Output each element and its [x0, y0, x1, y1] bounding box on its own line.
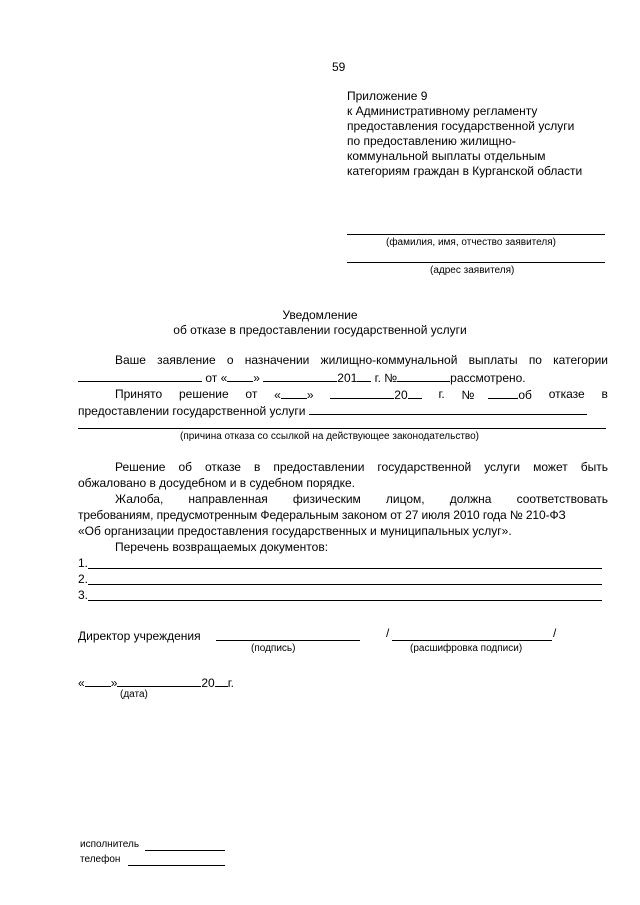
- quote-close: »: [253, 371, 260, 385]
- p2-line-2-text: предоставлении государственной услуги: [78, 404, 306, 418]
- p1-word: жилищно-коммунальной: [320, 353, 458, 367]
- date-caption: (дата): [120, 689, 148, 700]
- refusal-reason-field[interactable]: [309, 403, 587, 415]
- p2-word: Принято: [115, 387, 163, 401]
- p1-word: категории: [553, 353, 608, 367]
- p4-word: соответствовать: [516, 492, 608, 506]
- p1-word: заявление: [157, 353, 216, 367]
- signature-caption: (подпись): [251, 643, 296, 654]
- decision-day-field[interactable]: [281, 387, 307, 399]
- p3-word: об: [178, 460, 192, 474]
- p2-word: от: [245, 387, 258, 401]
- p4-word: Жалоба,: [115, 492, 164, 506]
- p1-line-1: [115, 353, 608, 367]
- decision-year-prefix: 20: [394, 388, 408, 402]
- category-field[interactable]: [78, 370, 202, 382]
- doc-line-2[interactable]: [88, 584, 602, 585]
- decision-year-suffix: г.: [438, 387, 445, 401]
- appendix-title: Приложение 9: [347, 89, 428, 103]
- doc-item-number: 3.: [78, 588, 89, 602]
- slash-right: /: [553, 626, 557, 640]
- day-field[interactable]: [227, 370, 253, 382]
- appendix-line-2: предоставления государственной услуги: [347, 119, 575, 133]
- phone-line[interactable]: [128, 865, 225, 866]
- number-field[interactable]: [397, 370, 450, 382]
- p4-line-1: [115, 492, 608, 506]
- notice-subtitle: об отказе в предоставлении государственной услуги: [173, 323, 467, 337]
- signature-decode-line[interactable]: [392, 640, 552, 641]
- p3-word: государственной: [377, 460, 472, 474]
- p2-word: решение: [178, 387, 229, 401]
- p3-line-1: [115, 460, 608, 474]
- appendix-line-3: по предоставлению жилищно-: [347, 134, 516, 148]
- p1-word: по: [528, 353, 542, 367]
- p4-word: физическим: [292, 492, 361, 506]
- doc-line-1[interactable]: [88, 568, 602, 569]
- p1-word: Ваше: [115, 353, 146, 367]
- p3-word: может: [533, 460, 568, 474]
- date-day-field[interactable]: [85, 675, 111, 687]
- date-quote-close: »: [110, 676, 118, 690]
- year-suffix: г.: [374, 371, 381, 385]
- executor-line[interactable]: [145, 850, 225, 851]
- executor-label: исполнитель: [80, 839, 140, 850]
- p1-word: выплаты: [468, 353, 518, 367]
- year-field[interactable]: [357, 370, 371, 382]
- p3-word: отказе: [204, 460, 241, 474]
- number-label: №: [384, 371, 398, 385]
- phone-label: телефон: [80, 854, 121, 865]
- slash-left: /: [386, 626, 390, 640]
- p1-line-2: [78, 370, 526, 385]
- docs-title: Перечень возвращаемых документов:: [115, 540, 329, 554]
- decision-year-field[interactable]: [408, 387, 422, 399]
- p2-word: отказе: [548, 387, 585, 401]
- refusal-reason-line[interactable]: [78, 428, 606, 429]
- p3-line-2: обжаловано в досудебном и в судебном порядке.: [78, 476, 356, 490]
- applicant-name-caption: (фамилия, имя, отчество заявителя): [386, 237, 556, 248]
- date-month-field[interactable]: [117, 675, 201, 687]
- doc-line-3[interactable]: [88, 600, 602, 601]
- quote-close: »: [306, 388, 314, 402]
- decision-number-field[interactable]: [488, 387, 518, 399]
- page-number: 59: [332, 60, 346, 74]
- doc-item-number: 2.: [78, 572, 89, 586]
- p4-line-3: «Об организации предоставления государственных и муниципальных услуг».: [78, 524, 512, 538]
- date-year-prefix: 20: [201, 676, 215, 690]
- p4-word: лицом,: [385, 492, 425, 506]
- p3-word: быть: [580, 460, 608, 474]
- p2-line-1: [115, 387, 608, 402]
- year-prefix: 201: [337, 371, 358, 385]
- appendix-line-4: коммунальной выплаты отдельным: [347, 149, 546, 163]
- decision-month-field[interactable]: [330, 387, 394, 399]
- from-label: от «: [205, 371, 228, 385]
- signature-line[interactable]: [216, 640, 360, 641]
- director-label: Директор учреждения: [78, 629, 201, 643]
- doc-item-number: 1.: [78, 556, 89, 570]
- applicant-address-line[interactable]: [347, 262, 605, 263]
- applicant-name-line[interactable]: [347, 234, 605, 235]
- applicant-address-caption: (адрес заявителя): [430, 265, 515, 276]
- appendix-line-5: категориям граждан в Курганской области: [347, 164, 583, 178]
- decision-number-label: №: [461, 388, 475, 402]
- reason-caption: (причина отказа со ссылкой на действующее законодательство): [180, 431, 480, 442]
- date-year-suffix: г.: [227, 676, 234, 690]
- month-field[interactable]: [263, 370, 337, 382]
- p2-line-2: [78, 403, 587, 418]
- p4-word: должна: [449, 492, 492, 506]
- reviewed-label: рассмотрено.: [450, 371, 526, 385]
- date-quote-open: «: [78, 676, 85, 690]
- p4-word: направленная: [188, 492, 268, 506]
- p4-line-2: требованиям, предусмотренным Федеральным законом от 27 июля 2010 года № 210-ФЗ: [78, 508, 566, 522]
- p3-word: услуги: [484, 460, 521, 474]
- date-year-field[interactable]: [215, 675, 228, 687]
- p1-word: назначении: [244, 353, 310, 367]
- p1-word: о: [226, 353, 234, 367]
- appendix-line-1: к Административному регламенту: [347, 104, 538, 118]
- p2-word: в: [601, 387, 608, 401]
- p3-word: предоставлении: [273, 460, 365, 474]
- p3-word: в: [253, 460, 261, 474]
- decode-caption: (расшифровка подписи): [410, 643, 523, 654]
- quote-open: «: [274, 388, 281, 402]
- p2-word: об: [518, 388, 532, 402]
- p3-word: Решение: [115, 460, 166, 474]
- notice-title: Уведомление: [282, 308, 358, 322]
- date-line: [78, 675, 234, 690]
